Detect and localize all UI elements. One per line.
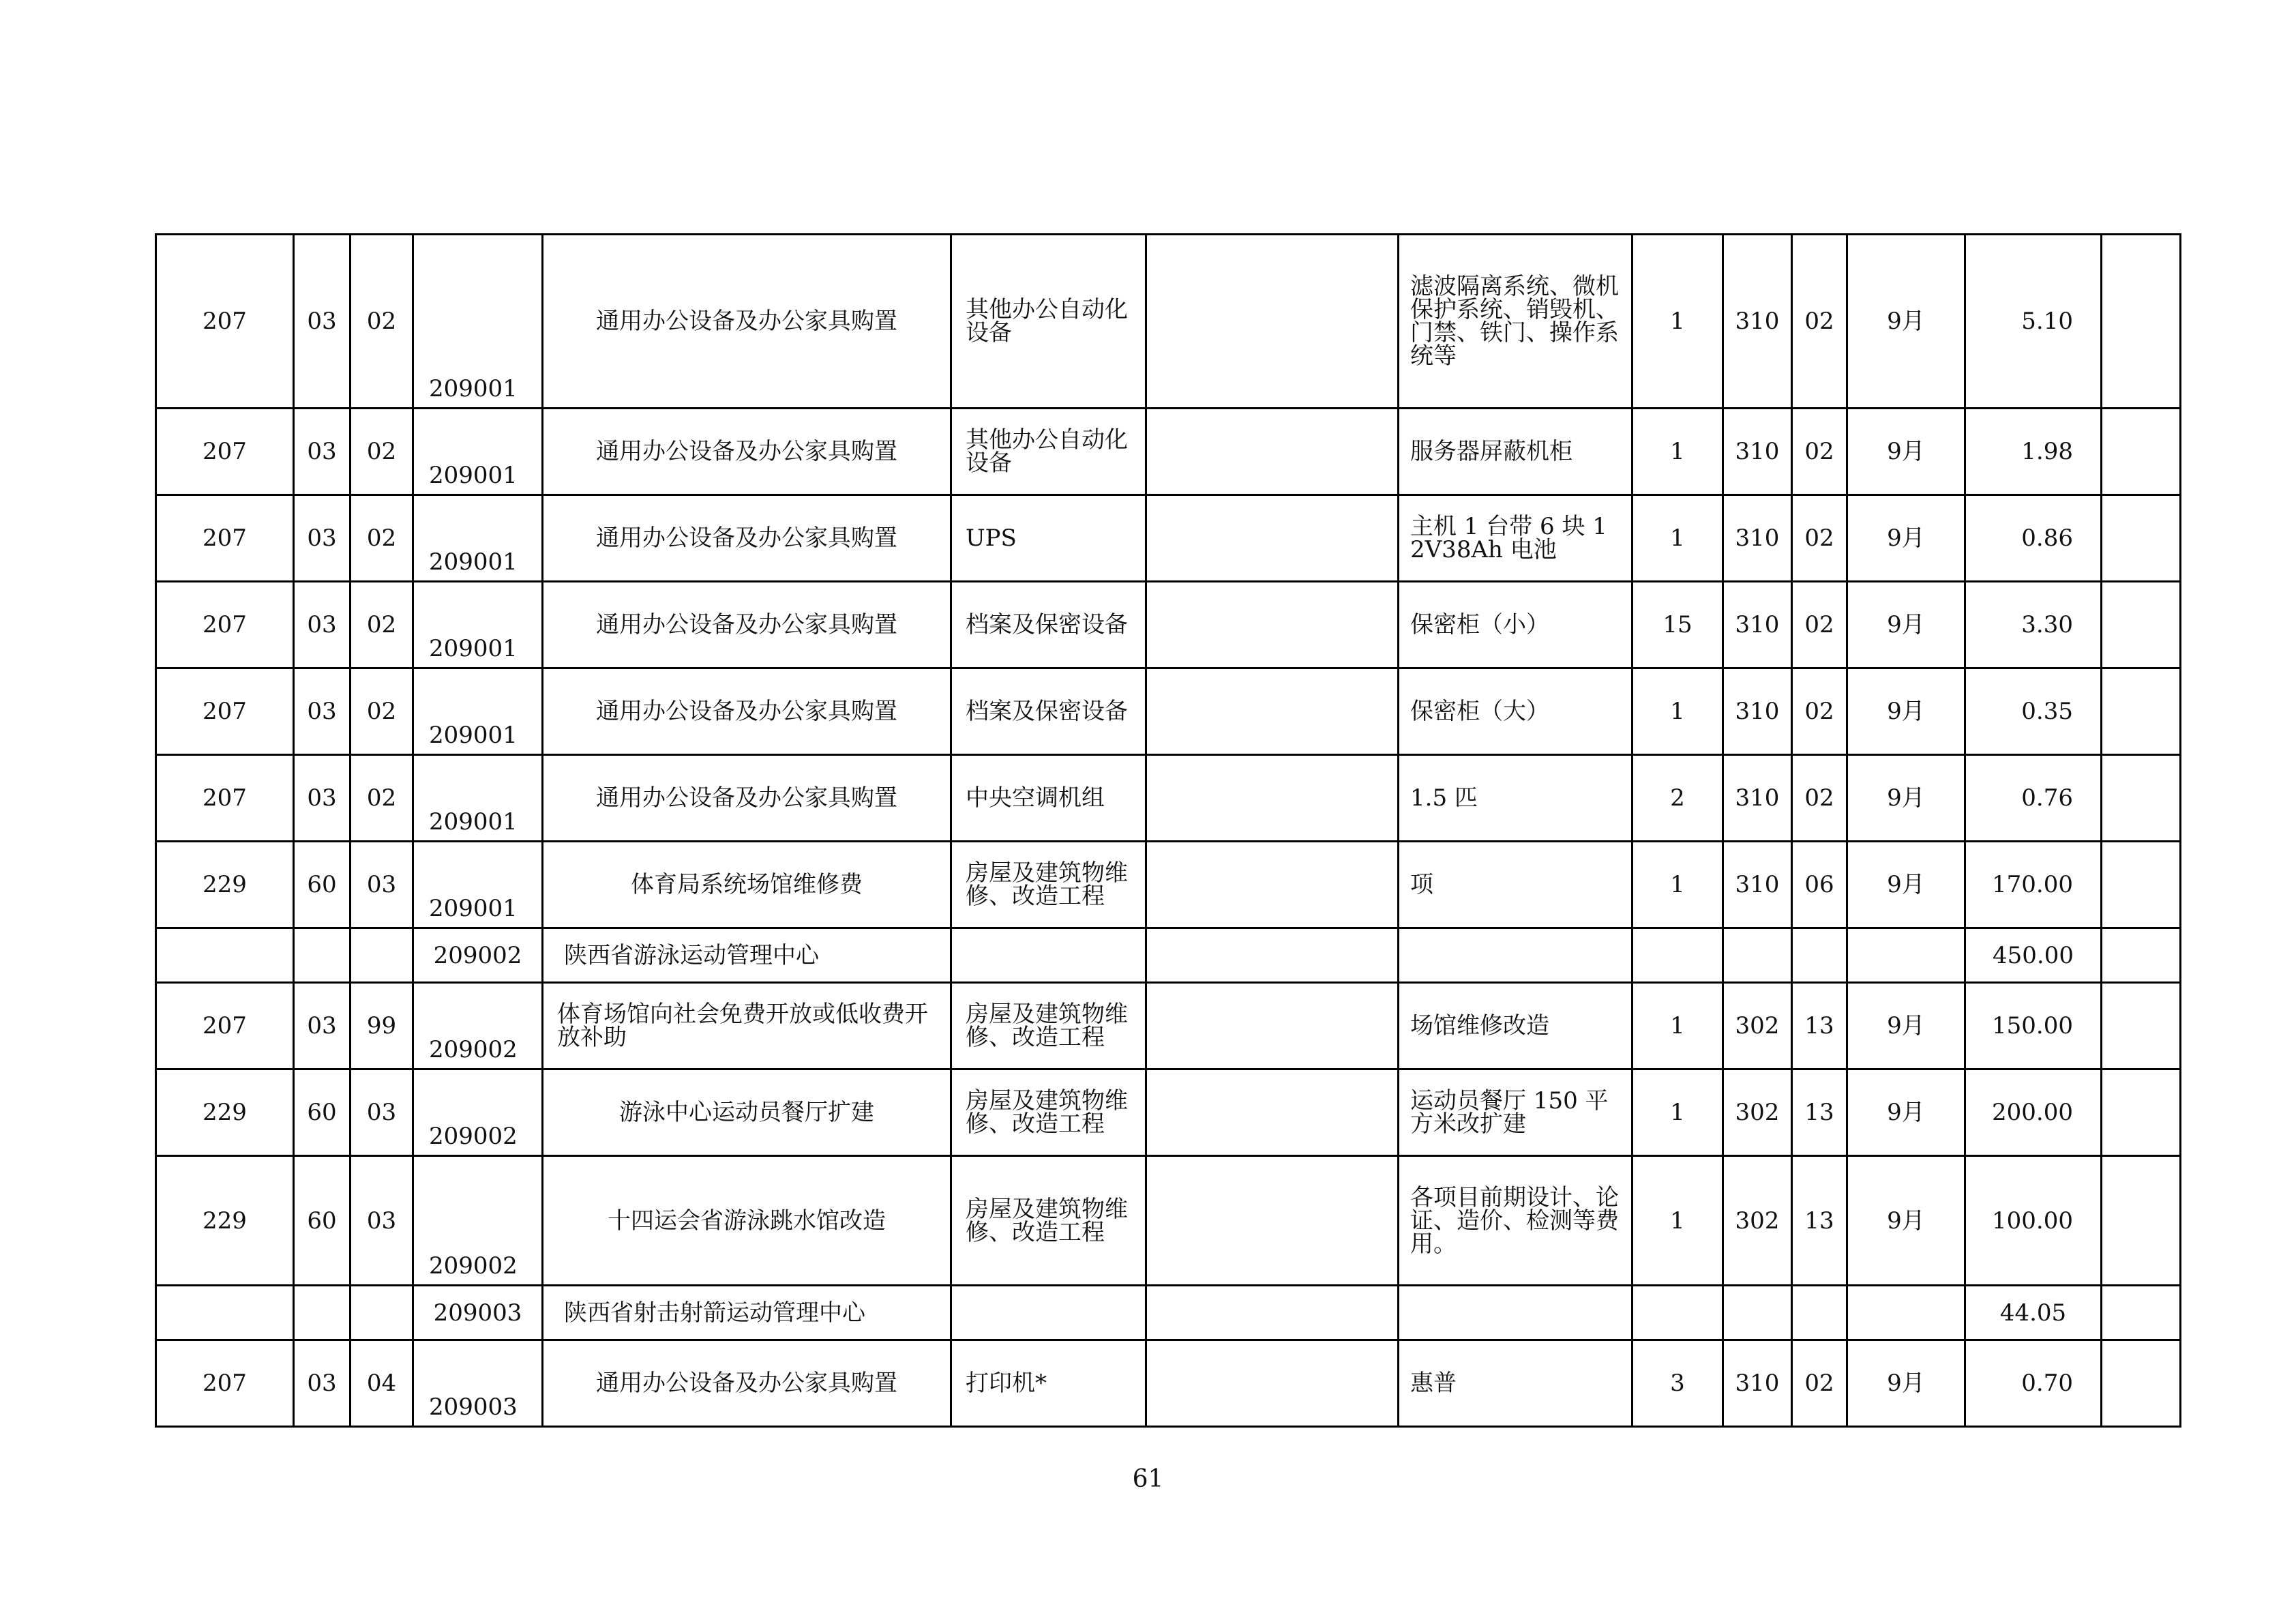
cell-section: 03 xyxy=(294,409,351,495)
cell-item: 02 xyxy=(351,235,413,409)
cell-qty: 1 xyxy=(1632,983,1723,1069)
cell-qty: 1 xyxy=(1632,235,1723,409)
cell-unit-code: 209002 xyxy=(413,1069,543,1156)
cell-note xyxy=(2102,409,2181,495)
cell-unit-code: 209001 xyxy=(413,842,543,928)
cell-qty: 1 xyxy=(1632,1156,1723,1286)
cell-amount: 0.86 xyxy=(1965,495,2102,582)
cell-category: 档案及保密设备 xyxy=(951,582,1146,668)
cell-econ-class: 310 xyxy=(1723,582,1792,668)
table-row xyxy=(156,1340,2181,1427)
cell-econ-class xyxy=(1723,928,1792,983)
cell-econ-class: 310 xyxy=(1723,668,1792,755)
cell-month: 9月 xyxy=(1847,1340,1965,1427)
cell-item: 03 xyxy=(351,1069,413,1156)
cell-amount: 44.05 xyxy=(1965,1286,2102,1340)
cell-note xyxy=(2102,1340,2181,1427)
cell-econ-item: 06 xyxy=(1792,842,1847,928)
cell-class: 207 xyxy=(156,668,294,755)
cell-econ-class: 310 xyxy=(1723,409,1792,495)
cell-unit-code: 209001 xyxy=(413,668,543,755)
cell-unit-code: 209002 xyxy=(413,1156,543,1286)
cell-note xyxy=(2102,842,2181,928)
cell-section: 03 xyxy=(294,755,351,842)
cell-econ-item: 13 xyxy=(1792,1069,1847,1156)
cell-item xyxy=(351,928,413,983)
cell-month: 9月 xyxy=(1847,668,1965,755)
cell-spec: 场馆维修改造 xyxy=(1399,983,1632,1069)
cell-project: 通用办公设备及办公家具购置 xyxy=(543,409,951,495)
cell-category: 房屋及建筑物维修、改造工程 xyxy=(951,1156,1146,1286)
cell-item xyxy=(351,1286,413,1340)
cell-blank xyxy=(1146,235,1399,409)
cell-item: 03 xyxy=(351,1156,413,1286)
cell-category: 房屋及建筑物维修、改造工程 xyxy=(951,842,1146,928)
cell-unit-code: 209003 xyxy=(413,1286,543,1340)
cell-spec: 惠普 xyxy=(1399,1340,1632,1427)
cell-blank xyxy=(1146,1069,1399,1156)
cell-qty: 1 xyxy=(1632,409,1723,495)
cell-category: 档案及保密设备 xyxy=(951,668,1146,755)
cell-section: 03 xyxy=(294,983,351,1069)
table-row xyxy=(156,755,2181,842)
cell-item: 02 xyxy=(351,495,413,582)
budget-table xyxy=(155,233,2181,1428)
cell-section xyxy=(294,1286,351,1340)
cell-category xyxy=(951,1286,1146,1340)
cell-amount: 0.70 xyxy=(1965,1340,2102,1427)
cell-blank xyxy=(1146,755,1399,842)
cell-month: 9月 xyxy=(1847,983,1965,1069)
cell-category: 房屋及建筑物维修、改造工程 xyxy=(951,1069,1146,1156)
cell-unit-code: 209002 xyxy=(413,983,543,1069)
cell-spec: 服务器屏蔽机柜 xyxy=(1399,409,1632,495)
cell-amount: 3.30 xyxy=(1965,582,2102,668)
cell-category: 其他办公自动化设备 xyxy=(951,235,1146,409)
cell-class: 207 xyxy=(156,983,294,1069)
cell-class: 229 xyxy=(156,842,294,928)
cell-blank xyxy=(1146,582,1399,668)
cell-econ-item: 13 xyxy=(1792,1156,1847,1286)
cell-blank xyxy=(1146,928,1399,983)
cell-econ-class: 302 xyxy=(1723,1156,1792,1286)
cell-qty: 15 xyxy=(1632,582,1723,668)
cell-note xyxy=(2102,668,2181,755)
cell-project: 通用办公设备及办公家具购置 xyxy=(543,755,951,842)
cell-note xyxy=(2102,983,2181,1069)
cell-project: 体育场馆向社会免费开放或低收费开放补助 xyxy=(543,983,951,1069)
table-row xyxy=(156,1069,2181,1156)
cell-econ-class: 310 xyxy=(1723,842,1792,928)
table-row xyxy=(156,582,2181,668)
cell-project: 通用办公设备及办公家具购置 xyxy=(543,495,951,582)
table-row xyxy=(156,235,2181,409)
cell-month: 9月 xyxy=(1847,235,1965,409)
cell-class: 207 xyxy=(156,235,294,409)
table-row xyxy=(156,495,2181,582)
unit-subtotal-row xyxy=(156,928,2181,983)
cell-unit-code: 209001 xyxy=(413,235,543,409)
cell-note xyxy=(2102,1286,2181,1340)
cell-class xyxy=(156,928,294,983)
cell-econ-item xyxy=(1792,1286,1847,1340)
cell-item: 99 xyxy=(351,983,413,1069)
cell-category: 中央空调机组 xyxy=(951,755,1146,842)
cell-econ-item: 02 xyxy=(1792,582,1847,668)
cell-blank xyxy=(1146,842,1399,928)
cell-blank xyxy=(1146,1156,1399,1286)
cell-qty: 2 xyxy=(1632,755,1723,842)
cell-note xyxy=(2102,1069,2181,1156)
cell-project: 通用办公设备及办公家具购置 xyxy=(543,1340,951,1427)
cell-project: 通用办公设备及办公家具购置 xyxy=(543,235,951,409)
cell-month: 9月 xyxy=(1847,495,1965,582)
cell-category: 打印机* xyxy=(951,1340,1146,1427)
cell-section: 03 xyxy=(294,235,351,409)
cell-amount: 0.76 xyxy=(1965,755,2102,842)
cell-spec: 项 xyxy=(1399,842,1632,928)
cell-project: 十四运会省游泳跳水馆改造 xyxy=(543,1156,951,1286)
cell-project: 通用办公设备及办公家具购置 xyxy=(543,582,951,668)
table-row xyxy=(156,1156,2181,1286)
cell-blank xyxy=(1146,983,1399,1069)
cell-note xyxy=(2102,495,2181,582)
cell-class xyxy=(156,1286,294,1340)
cell-spec: 滤波隔离系统、微机保护系统、销毁机、门禁、铁门、操作系统等 xyxy=(1399,235,1632,409)
cell-spec xyxy=(1399,928,1632,983)
cell-category xyxy=(951,928,1146,983)
cell-amount: 1.98 xyxy=(1965,409,2102,495)
cell-category: 其他办公自动化设备 xyxy=(951,409,1146,495)
cell-econ-class xyxy=(1723,1286,1792,1340)
cell-section xyxy=(294,928,351,983)
cell-class: 207 xyxy=(156,495,294,582)
cell-amount: 5.10 xyxy=(1965,235,2102,409)
cell-month: 9月 xyxy=(1847,409,1965,495)
cell-unit-name: 陕西省射击射箭运动管理中心 xyxy=(543,1286,951,1340)
cell-qty: 1 xyxy=(1632,668,1723,755)
cell-econ-class: 310 xyxy=(1723,1340,1792,1427)
cell-amount: 450.00 xyxy=(1965,928,2102,983)
cell-spec: 主机 1 台带 6 块 12V38Ah 电池 xyxy=(1399,495,1632,582)
cell-blank xyxy=(1146,495,1399,582)
cell-class: 207 xyxy=(156,409,294,495)
cell-note xyxy=(2102,582,2181,668)
cell-note xyxy=(2102,1156,2181,1286)
cell-note xyxy=(2102,928,2181,983)
cell-blank xyxy=(1146,1340,1399,1427)
cell-econ-item: 02 xyxy=(1792,1340,1847,1427)
cell-spec: 保密柜（小） xyxy=(1399,582,1632,668)
cell-project: 游泳中心运动员餐厅扩建 xyxy=(543,1069,951,1156)
table-row xyxy=(156,409,2181,495)
cell-item: 02 xyxy=(351,409,413,495)
cell-class: 229 xyxy=(156,1069,294,1156)
cell-qty xyxy=(1632,928,1723,983)
cell-section: 60 xyxy=(294,842,351,928)
cell-project: 体育局系统场馆维修费 xyxy=(543,842,951,928)
cell-unit-code: 209001 xyxy=(413,582,543,668)
cell-econ-item: 02 xyxy=(1792,235,1847,409)
cell-econ-item: 02 xyxy=(1792,409,1847,495)
cell-unit-code: 209003 xyxy=(413,1340,543,1427)
cell-amount: 0.35 xyxy=(1965,668,2102,755)
cell-section: 60 xyxy=(294,1156,351,1286)
cell-month xyxy=(1847,928,1965,983)
cell-unit-name: 陕西省游泳运动管理中心 xyxy=(543,928,951,983)
cell-unit-code: 209002 xyxy=(413,928,543,983)
cell-econ-class: 302 xyxy=(1723,1069,1792,1156)
cell-month: 9月 xyxy=(1847,755,1965,842)
cell-class: 229 xyxy=(156,1156,294,1286)
cell-spec: 保密柜（大） xyxy=(1399,668,1632,755)
cell-note xyxy=(2102,235,2181,409)
cell-spec: 1.5 匹 xyxy=(1399,755,1632,842)
table-row xyxy=(156,983,2181,1069)
cell-econ-item: 13 xyxy=(1792,983,1847,1069)
cell-section: 03 xyxy=(294,495,351,582)
page-number: 61 xyxy=(1132,1465,1164,1493)
unit-subtotal-row xyxy=(156,1286,2181,1340)
cell-qty xyxy=(1632,1286,1723,1340)
cell-class: 207 xyxy=(156,582,294,668)
cell-amount: 100.00 xyxy=(1965,1156,2102,1286)
cell-month xyxy=(1847,1286,1965,1340)
cell-item: 02 xyxy=(351,755,413,842)
cell-blank xyxy=(1146,409,1399,495)
cell-section: 03 xyxy=(294,668,351,755)
cell-class: 207 xyxy=(156,1340,294,1427)
cell-item: 04 xyxy=(351,1340,413,1427)
cell-blank xyxy=(1146,668,1399,755)
cell-month: 9月 xyxy=(1847,582,1965,668)
cell-month: 9月 xyxy=(1847,842,1965,928)
cell-class: 207 xyxy=(156,755,294,842)
cell-note xyxy=(2102,755,2181,842)
cell-econ-item xyxy=(1792,928,1847,983)
cell-unit-code: 209001 xyxy=(413,409,543,495)
cell-econ-item: 02 xyxy=(1792,755,1847,842)
cell-month: 9月 xyxy=(1847,1069,1965,1156)
cell-unit-code: 209001 xyxy=(413,755,543,842)
cell-blank xyxy=(1146,1286,1399,1340)
cell-econ-class: 310 xyxy=(1723,235,1792,409)
cell-unit-code: 209001 xyxy=(413,495,543,582)
cell-econ-item: 02 xyxy=(1792,495,1847,582)
cell-econ-class: 310 xyxy=(1723,755,1792,842)
cell-item: 02 xyxy=(351,582,413,668)
cell-spec xyxy=(1399,1286,1632,1340)
cell-econ-class: 310 xyxy=(1723,495,1792,582)
cell-month: 9月 xyxy=(1847,1156,1965,1286)
cell-amount: 200.00 xyxy=(1965,1069,2102,1156)
table-row xyxy=(156,668,2181,755)
cell-qty: 3 xyxy=(1632,1340,1723,1427)
cell-section: 03 xyxy=(294,1340,351,1427)
cell-qty: 1 xyxy=(1632,1069,1723,1156)
cell-qty: 1 xyxy=(1632,495,1723,582)
cell-item: 03 xyxy=(351,842,413,928)
cell-section: 03 xyxy=(294,582,351,668)
cell-project: 通用办公设备及办公家具购置 xyxy=(543,668,951,755)
cell-amount: 170.00 xyxy=(1965,842,2102,928)
cell-econ-class: 302 xyxy=(1723,983,1792,1069)
cell-spec: 各项目前期设计、论证、造价、检测等费用。 xyxy=(1399,1156,1632,1286)
cell-spec: 运动员餐厅 150 平方米改扩建 xyxy=(1399,1069,1632,1156)
cell-category: UPS xyxy=(951,495,1146,582)
cell-qty: 1 xyxy=(1632,842,1723,928)
cell-item: 02 xyxy=(351,668,413,755)
table-row xyxy=(156,842,2181,928)
cell-amount: 150.00 xyxy=(1965,983,2102,1069)
cell-section: 60 xyxy=(294,1069,351,1156)
cell-econ-item: 02 xyxy=(1792,668,1847,755)
cell-category: 房屋及建筑物维修、改造工程 xyxy=(951,983,1146,1069)
